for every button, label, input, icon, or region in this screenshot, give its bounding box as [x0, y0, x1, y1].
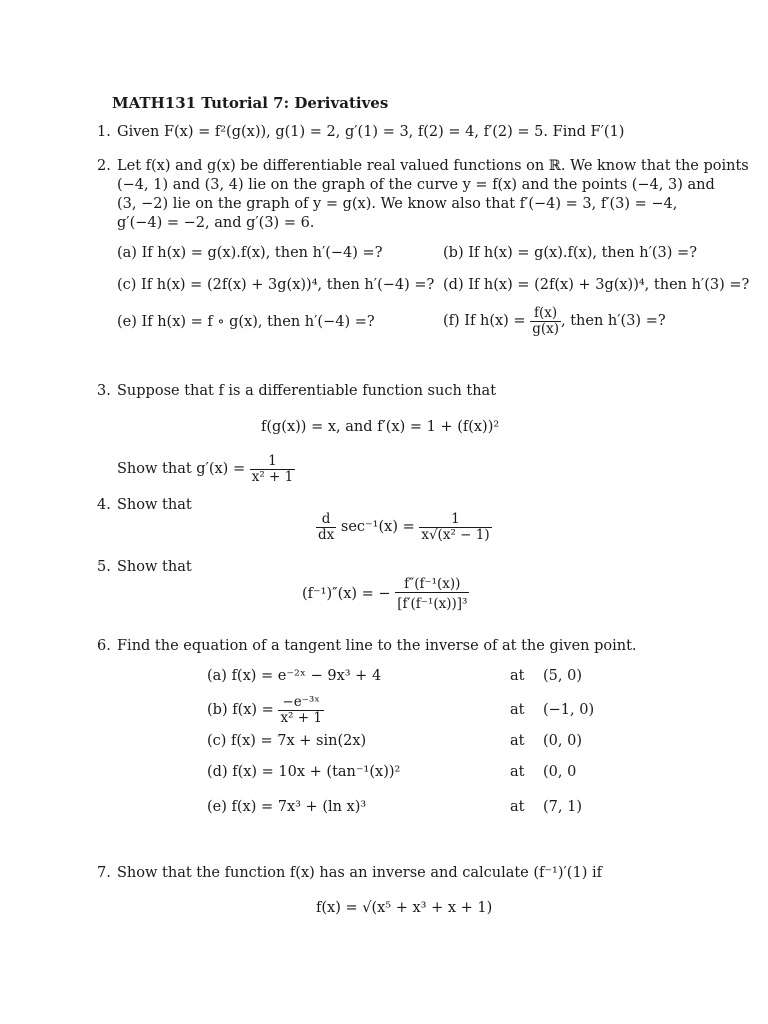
- q3-show-numerator: 1: [268, 452, 277, 469]
- q2-line-1: Let f(x) and g(x) be differentiable real valued functions on ℝ. We know that the points: [117, 158, 749, 174]
- q6-number: 6.: [97, 638, 111, 654]
- q6-item-a-point: (5, 0): [543, 668, 582, 684]
- q2-f-prefix: (f) If h(x) =: [443, 313, 526, 329]
- q5-lhs: (f⁻¹)″(x) = −: [302, 586, 391, 602]
- q6-item-c-label: (c) f(x) = 7x + sin(2x): [207, 733, 367, 749]
- q2-line-3: (3, −2) lie on the graph of y = g(x). We know also that f′(−4) = 3, f′(3) = −4,: [117, 196, 678, 212]
- q6-item-c-at: at: [510, 733, 525, 749]
- q3-number: 3.: [97, 383, 111, 399]
- q3-text: Suppose that f is a differentiable function such that: [117, 383, 497, 399]
- q2-part-a: (a) If h(x) = g(x).f(x), then h′(−4) =?: [117, 245, 383, 261]
- page-title: MATH131 Tutorial 7: Derivatives: [112, 94, 389, 112]
- q5-text: Show that: [117, 559, 192, 575]
- q6-item-b-point: (−1, 0): [543, 702, 595, 718]
- q2-part-b: (b) If h(x) = g(x).f(x), then h′(3) =?: [443, 245, 697, 261]
- q6-item-e-at: at: [510, 799, 525, 815]
- q6-item-b-fraction: [278, 695, 324, 726]
- q2-f-suffix: , then h′(3) =?: [561, 313, 666, 329]
- q6-item-e-label: (e) f(x) = 7x³ + (ln x)³: [207, 799, 367, 815]
- q4-d-numerator: d: [321, 510, 331, 527]
- q4-rhs-denominator: x√(x² − 1): [421, 526, 490, 543]
- q7-equation: f(x) = √(x⁵ + x³ + x + 1): [316, 900, 493, 916]
- q2-part-f: [443, 304, 666, 338]
- q3-equation: f(g(x)) = x, and f′(x) = 1 + (f(x))²: [261, 419, 500, 435]
- q3-show-prefix: Show that g′(x) =: [117, 461, 246, 477]
- q5-equation: [302, 574, 469, 614]
- q2-part-d: (d) If h(x) = (2f(x) + 3g(x))⁴, then h′(3) =?: [443, 277, 750, 293]
- q2-line-2: (−4, 1) and (3, 4) lie on the graph of the curve y = f(x) and the points (−4, 3) and: [117, 177, 715, 193]
- q3-show-denominator: x² + 1: [251, 468, 294, 485]
- q4-text: Show that: [117, 497, 192, 513]
- q6-text: Find the equation of a tangent line to the inverse of at the given point.: [117, 638, 637, 654]
- q6-item-b-prefix: (b) f(x) =: [207, 702, 274, 718]
- q4-number: 4.: [97, 497, 111, 513]
- q5-rhs-denominator: [f′(f⁻¹(x))]³: [395, 592, 469, 612]
- q4-derivative-operator: [316, 512, 336, 543]
- q6-item-a-label: (a) f(x) = e⁻²ˣ − 9x³ + 4: [207, 668, 382, 684]
- q6-item-b-at: at: [510, 702, 525, 718]
- q6-item-d-label: (d) f(x) = 10x + (tan⁻¹(x))²: [207, 764, 401, 780]
- q2-line-4: g′(−4) = −2, and g′(3) = 6.: [117, 215, 315, 231]
- q6-item-d-at: at: [510, 764, 525, 780]
- q5-number: 5.: [97, 559, 111, 575]
- q4-rhs-numerator: 1: [451, 510, 460, 527]
- q6-item-a-at: at: [510, 668, 525, 684]
- q2-f-denominator: g(x): [532, 320, 559, 337]
- q4-equation: [316, 509, 492, 545]
- q2-f-fraction: [530, 306, 561, 337]
- q1-number: 1.: [97, 124, 111, 140]
- q4-d-denominator: dx: [318, 526, 335, 543]
- q3-show-fraction: [250, 454, 296, 485]
- q2-f-numerator: f(x): [534, 304, 558, 321]
- q7-text: Show that the function f(x) has an inverse and calculate (f⁻¹)′(1) if: [117, 865, 602, 881]
- q6-item-b-label: [207, 693, 324, 727]
- q4-function: sec⁻¹(x) =: [340, 519, 415, 535]
- q2-part-c: (c) If h(x) = (2f(x) + 3g(x))⁴, then h′(−4) =?: [117, 277, 435, 293]
- q1-text: Given F(x) = f²(g(x)), g(1) = 2, g′(1) = 3, f(2) = 4, f′(2) = 5. Find F′(1): [117, 124, 625, 140]
- q2-part-e: (e) If h(x) = f ∘ g(x), then h′(−4) =?: [117, 314, 375, 330]
- q2-number: 2.: [97, 158, 111, 174]
- q5-rhs-fraction: [395, 577, 469, 612]
- q3-show: [117, 451, 295, 487]
- q6-item-e-point: (7, 1): [543, 799, 582, 815]
- q6-item-b-denominator: x² + 1: [280, 709, 322, 726]
- q5-rhs-numerator: f″(f⁻¹(x)): [404, 575, 461, 592]
- q7-number: 7.: [97, 865, 111, 881]
- q6-item-b-numerator: −e⁻³ˣ: [282, 693, 320, 710]
- q6-item-c-point: (0, 0): [543, 733, 582, 749]
- q6-item-d-point: (0, 0: [543, 764, 577, 780]
- q4-rhs-fraction: [419, 512, 491, 543]
